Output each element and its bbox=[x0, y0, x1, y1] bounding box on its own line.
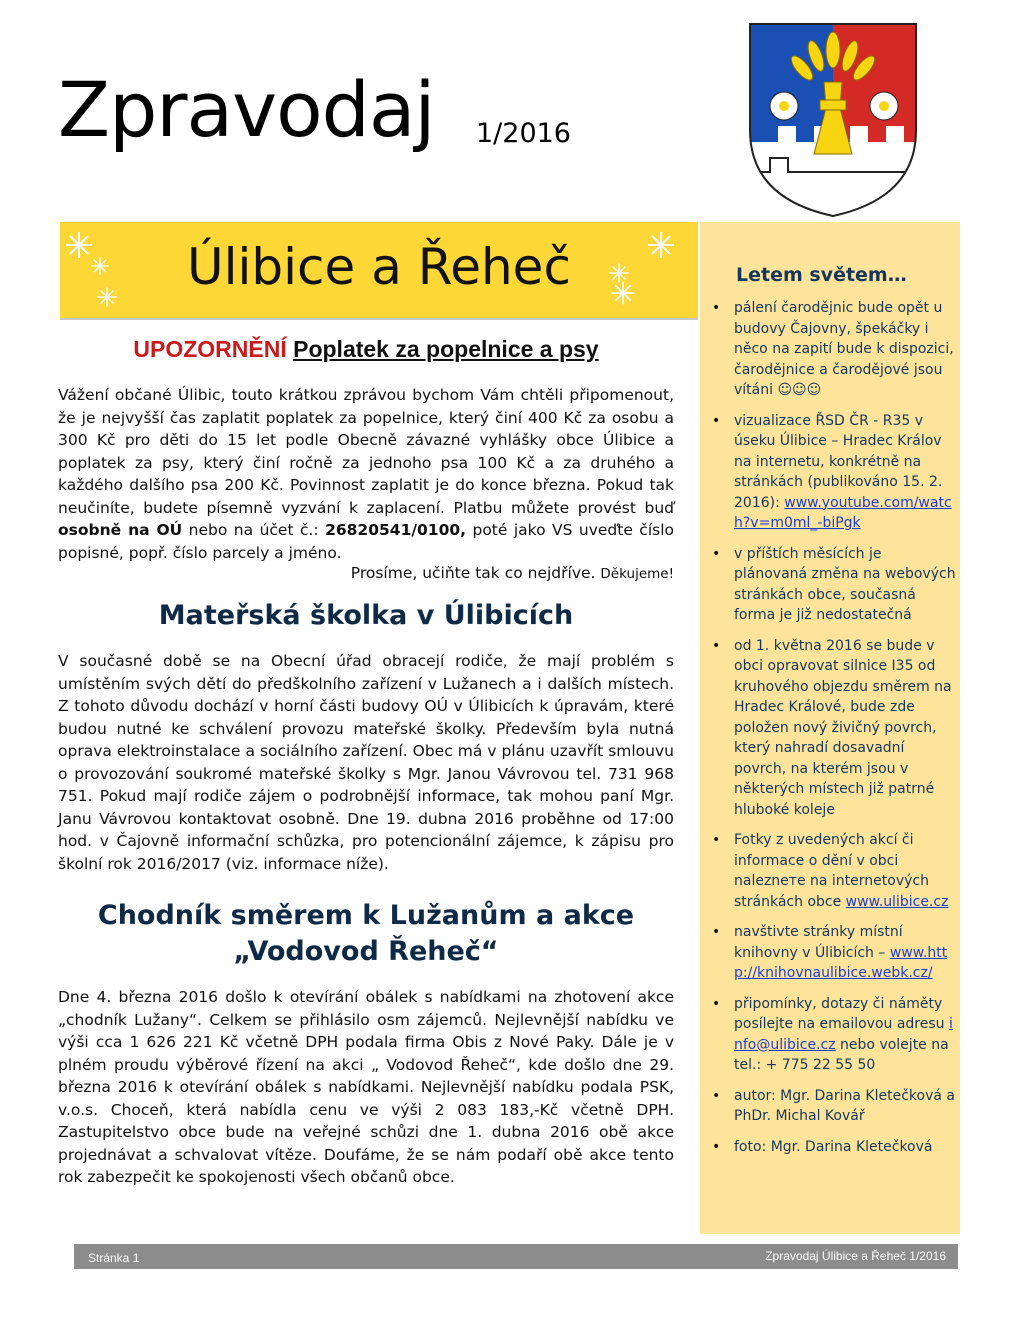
notice-heading bbox=[58, 336, 674, 363]
account-number: 26820541/0100, bbox=[325, 521, 467, 539]
bullet: • bbox=[712, 545, 721, 562]
title-banner bbox=[60, 222, 698, 320]
school-paragraph: V současné době se na Obecní úřad obracejí rodiče, že mají problém s umístěním svých dětí do předškolního zařízení v Lužanech a i dalších místech. Z tohoto důvodu dochází v horní části budovy OÚ v Úlibicích k úpravám, které budou nutné ke schválení provozu mateřské školky. Především byla nutná oprava elektroinstalace a sociálního zařízení. Obec má v plánu uzavřít smlouvu o provozování soukromé mateřské školky s Mgr. Janou Vávrovou tel. 731 968 751. Pokud mají rodiče zájem o podrobnější informace, tak mohou paní Mgr. Janu Vávrovou kontaktovat osobně. Dne 19. dubna 2016 proběhne od 17:00 hod. v Čajovně informační schůzka, pro potencionální zájemce, k zápisu pro školní rok 2016/2017 (viz. informace níže). bbox=[58, 652, 674, 873]
list-item bbox=[708, 636, 958, 821]
text-run: nebo na účet č.: bbox=[182, 521, 326, 539]
school-heading: Mateřská školka v Úlibicích bbox=[158, 600, 574, 631]
sidebar-news bbox=[700, 222, 960, 1234]
footer-title: Zpravodaj Úlibice a Řeheč 1/2016 bbox=[765, 1249, 946, 1263]
path-paragraph: Dne 4. března 2016 došlo k otevírání obálek s nabídkami na zhotovení akce „chodník Lužany“. Celkem se přihlásilo osm zájemců. Nejlevnější nabídku ve výši cca 1 626 221 Kč včetně DPH podala firma Obis z Nové Paky. Dále je v plném proudu výběrové řízení na akci „ Vodovod Řeheč“, kde došlo dne 29. března 2016 k otevírání obálek s nabídkami. Nejlevnější nabídku podala PSK, v.o.s. Choceň, která nabídla cenu ve výši 2 083 183,-Kč včetně DPH. Zastupitelstvo obce bude na veřejné schůzi dne 1. dubna 2016 obě akce projednávat a schvalovat vítěze. Doufáme, že se nám podaří obě akce tento rok zabezpečit ke spokojenosti všech občanů obce. bbox=[58, 988, 674, 1186]
issue-number: 1/2016 bbox=[476, 118, 571, 149]
bullet: • bbox=[712, 1138, 721, 1155]
list-item-text: v příštích měsících je plánovaná změna na webových stránkách obce, současná forma je již nedostatečná bbox=[734, 545, 956, 623]
bullet: • bbox=[712, 300, 721, 316]
heading-line: „Vodovod Řeheč“ bbox=[233, 936, 499, 967]
notice-label: UPOZORNĚNÍ bbox=[133, 336, 287, 362]
youtube-link[interactable]: www.youtube.com/watch?v=m0ml_-biPgk bbox=[734, 494, 952, 531]
heading-line: Chodník směrem k Lužanům a akce bbox=[97, 900, 635, 931]
text-run: Děkujeme! bbox=[600, 566, 674, 582]
sparkle-icon bbox=[90, 256, 110, 276]
sparkle-icon bbox=[646, 230, 676, 260]
notice-paragraph bbox=[58, 384, 674, 564]
school-section bbox=[58, 598, 674, 875]
list-item bbox=[708, 922, 958, 984]
sparkle-icon bbox=[610, 280, 636, 306]
path-heading bbox=[58, 898, 674, 970]
page-number: Stránka 1 bbox=[88, 1251, 140, 1265]
text-run: Prosíme, učiňte tak co nejdříve. bbox=[350, 564, 596, 582]
list-item bbox=[708, 994, 958, 1076]
text-run: poté jako VS uveďte číslo popisné, popř. číslo parcely a jméno. bbox=[58, 521, 675, 562]
village-web-link[interactable]: www.ulibice.cz bbox=[845, 893, 949, 910]
notice-title: Poplatek za popelnice a psy bbox=[293, 336, 599, 362]
path-section bbox=[58, 898, 674, 1189]
list-item-text: připomínky, dotazy či náměty posílejte na emailovou adresu bbox=[734, 995, 949, 1032]
list-item-text: foto: Mgr. Darina Kletečková bbox=[734, 1138, 933, 1155]
library-link[interactable]: www.http://knihovnaulibice.webk.cz/ bbox=[734, 944, 948, 981]
list-item-text: vizualizace ŘSD ČR - R35 v úseku Úlibice – Hradec Králov na internetu, konkrétně na stránkách (publikováno 15. 2. 2016): bbox=[734, 412, 943, 511]
sidebar-list bbox=[708, 298, 958, 1167]
list-item-text: od 1. května 2016 se bude v obci opravovat silnice I35 od kruhového objezdu směrem na Hradec Králové, bude zde položen nový živičný povrch, který nahradí dosavadní povrch, na kterém jsou v některých místech již patrné hluboké koleje bbox=[734, 637, 952, 818]
bullet: • bbox=[712, 832, 721, 848]
list-item-text: nebo volejte na tel.: + 775 22 55 50 bbox=[734, 1036, 949, 1073]
list-item bbox=[708, 298, 958, 401]
bullet: • bbox=[712, 995, 721, 1012]
text-bold: osobně na OÚ bbox=[58, 521, 183, 539]
list-item bbox=[708, 1137, 958, 1158]
list-item bbox=[708, 411, 958, 534]
list-item bbox=[708, 1086, 958, 1127]
list-item-text: autor: Mgr. Darina Kletečková a PhDr. Michal Kovář bbox=[734, 1087, 955, 1124]
list-item bbox=[708, 544, 958, 626]
bullet: • bbox=[712, 412, 721, 429]
text-run: Vážení občané Úlibic, touto krátkou zprávou bychom Vám chtěli připomenout, že je nejvyšší čas zaplatit poplatek za popelnice, který činí 400 Kč za osobu a 300 Kč pro děti do 15 let podle Obecně závazné vyhlášky obce Úlibice a poplatek za psy, který činí ročně za jednoho psa 100 Kč a za druhého a každého dalšího psa 200 Kč. Povinnost zaplatit je do konce března. Pokud tak neučiníte, budete písemně vyzvání k zaplacení. Platbu můžete provést buď bbox=[58, 386, 674, 517]
list-item-text: navštivte stránky místní knihovny v Úlibicích – bbox=[734, 924, 903, 961]
coat-of-arms-icon bbox=[748, 22, 918, 218]
list-item-text: pálení čarodějnic bude opět u budovy Čajovny, špekáčky i něco na zapití bude k dispozici, čarodějnice a čarodějové jsou vítáni ☺☺☺ bbox=[734, 300, 954, 398]
bullet: • bbox=[712, 637, 721, 654]
email-link[interactable]: info@ulibice.cz bbox=[734, 1016, 953, 1053]
bullet: • bbox=[712, 924, 721, 940]
masthead-title: Zpravodaj bbox=[58, 65, 435, 154]
bullet: • bbox=[712, 1087, 721, 1104]
sidebar-title: Letem světem… bbox=[736, 264, 907, 286]
notice-body bbox=[58, 384, 674, 582]
list-item-text: Fotky z uvedených akcí či informace o dění v obci nalezneте na internetových stránkách obce bbox=[734, 832, 929, 910]
notice-thanks bbox=[58, 564, 674, 582]
page-footer bbox=[74, 1244, 958, 1269]
banner-title: Úlibice a Řeheč bbox=[187, 238, 571, 296]
list-item bbox=[708, 830, 958, 912]
sparkle-icon bbox=[96, 286, 118, 308]
